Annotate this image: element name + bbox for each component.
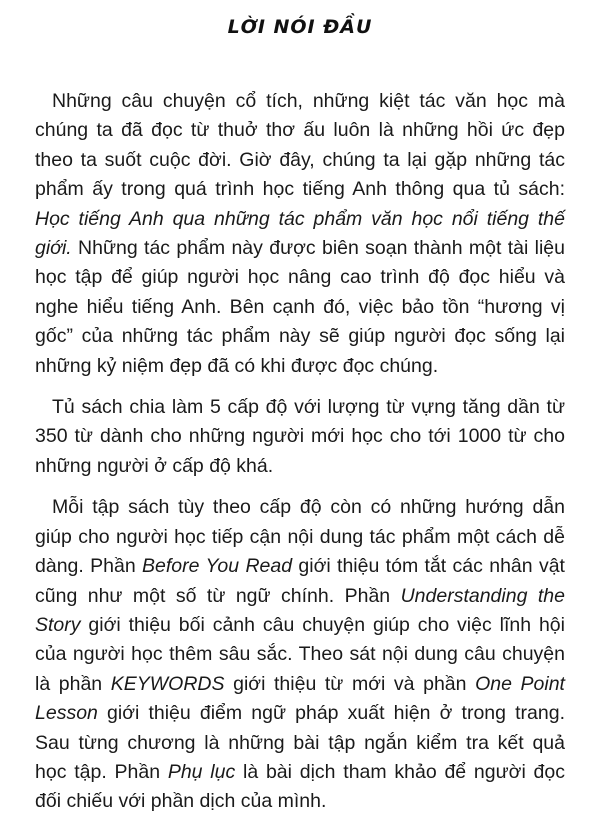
text-segment: Những câu chuyện cổ tích, những kiệt tác văn học mà chúng ta đã đọc từ thuở thơ ấu luôn là những hồi ức đẹp theo ta suốt cuộc đời. Giờ đây, chúng ta lại gặp những tác phẩm ấy trong quá trình học tiếng Anh thông qua tủ sách: [35,90,565,201]
text-segment: giới thiệu từ mới và phần [224,672,476,695]
text-segment: Những tác phẩm này được biên soạn thành một tài liệu học tập để giúp người học nâng cao trình độ đọc hiểu và nghe hiểu tiếng Anh. Bên cạnh đó, việc bảo tồn “hương vị gốc” của những tác phẩm này sẽ giúp người đọc sống lại những kỷ niệm đẹp đã có khi được đọc chúng. [35,237,565,377]
text-segment: giới thiệu tóm tắt các nhân vật cũng như một số từ ngữ chính. Phần [35,555,565,607]
preface-body [35,87,565,817]
italic-text: One Point Lesson [35,672,565,725]
text-segment: Tủ sách chia làm 5 cấp độ với lượng từ vựng tăng dần từ 350 từ dành cho những người mới học cho tới 1000 từ cho những người ở cấp độ khá. [35,396,565,477]
italic-text: Before You Read [142,555,293,578]
book-page [35,0,566,813]
italic-text: Phụ lục [167,760,236,783]
text-segment: Mỗi tập sách tùy theo cấp độ còn có những hướng dẫn giúp cho người học tiếp cận nội dung tác phẩm một cách dễ dàng. Phần [35,496,565,578]
preface-paragraph [35,393,565,481]
text-segment: giới thiệu bối cảnh câu chuyện giúp cho việc lĩnh hội của người học thêm sâu sắc. Theo sát nội dung câu chuyện là phần [35,613,565,695]
text-segment: là bài dịch tham khảo để người đọc đối chiếu với phần dịch của mình. [35,760,566,813]
text-segment: giới thiệu điểm ngữ pháp xuất hiện ở trong trang. Sau từng chương là những bài tập ngắn kiểm tra kết quả học tập. Phần [35,702,565,783]
page-title: LỜI NÓI ĐẦU [227,16,373,38]
italic-text: Học tiếng Anh qua những tác phẩm văn học nổi tiếng thế giới. [35,207,565,260]
italic-text: KEYWORDS [110,672,225,695]
preface-paragraph [35,87,565,381]
preface-paragraph [35,493,565,816]
italic-text: Understanding the Story [35,584,565,636]
